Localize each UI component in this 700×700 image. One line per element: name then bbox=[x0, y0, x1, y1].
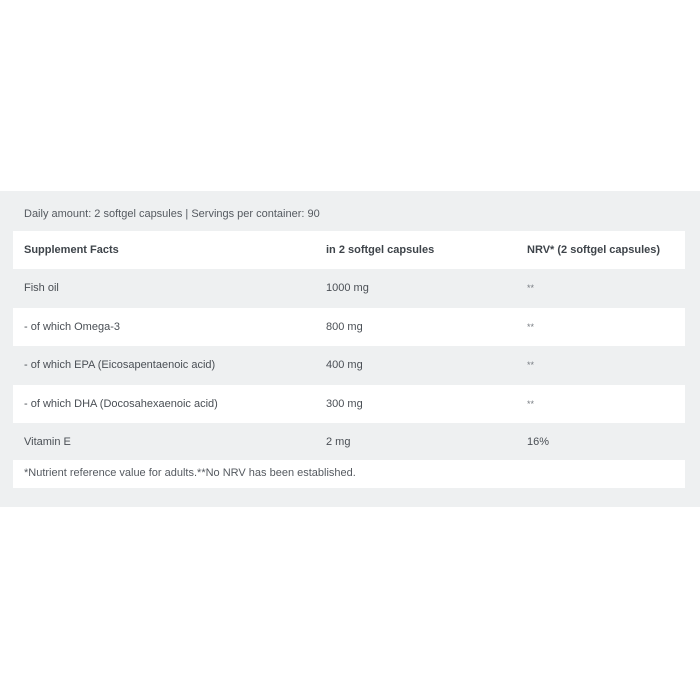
row-amount: 1000 mg bbox=[326, 282, 369, 295]
footnote-text: *Nutrient reference value for adults.**No NRV has been established. bbox=[24, 467, 356, 479]
row-amount: 300 mg bbox=[326, 397, 363, 410]
row-amount: 800 mg bbox=[326, 320, 363, 333]
row-name: Fish oil bbox=[24, 282, 59, 295]
row-name: Vitamin E bbox=[24, 435, 71, 448]
row-amount: 2 mg bbox=[326, 435, 351, 448]
row-name: - of which Omega-3 bbox=[24, 320, 120, 333]
table-row bbox=[13, 269, 685, 307]
row-name: - of which EPA (Eicosapentaenoic acid) bbox=[24, 359, 216, 372]
row-nrv: 16% bbox=[527, 435, 550, 448]
daily-amount-text: Daily amount: 2 softgel capsules | Servings per container: 90 bbox=[24, 208, 320, 220]
header-amount: in 2 softgel capsules bbox=[326, 244, 435, 256]
footnote-box bbox=[13, 460, 685, 488]
supplement-facts-table bbox=[13, 231, 685, 461]
row-nrv: ** bbox=[527, 283, 535, 294]
header-nrv: NRV* (2 softgel capsules) bbox=[527, 244, 661, 256]
table-row bbox=[13, 385, 685, 423]
header-supplement-facts: Supplement Facts bbox=[24, 244, 119, 256]
table-row bbox=[13, 308, 685, 346]
row-nrv: ** bbox=[527, 360, 535, 371]
row-nrv: ** bbox=[527, 321, 535, 332]
row-name: - of which DHA (Docosahexaenoic acid) bbox=[24, 397, 218, 410]
row-nrv: ** bbox=[527, 398, 535, 409]
row-amount: 400 mg bbox=[326, 359, 363, 372]
table-row bbox=[13, 346, 685, 384]
table-row bbox=[13, 423, 685, 461]
table-header-row bbox=[13, 231, 685, 269]
supplement-facts-panel bbox=[0, 191, 700, 507]
